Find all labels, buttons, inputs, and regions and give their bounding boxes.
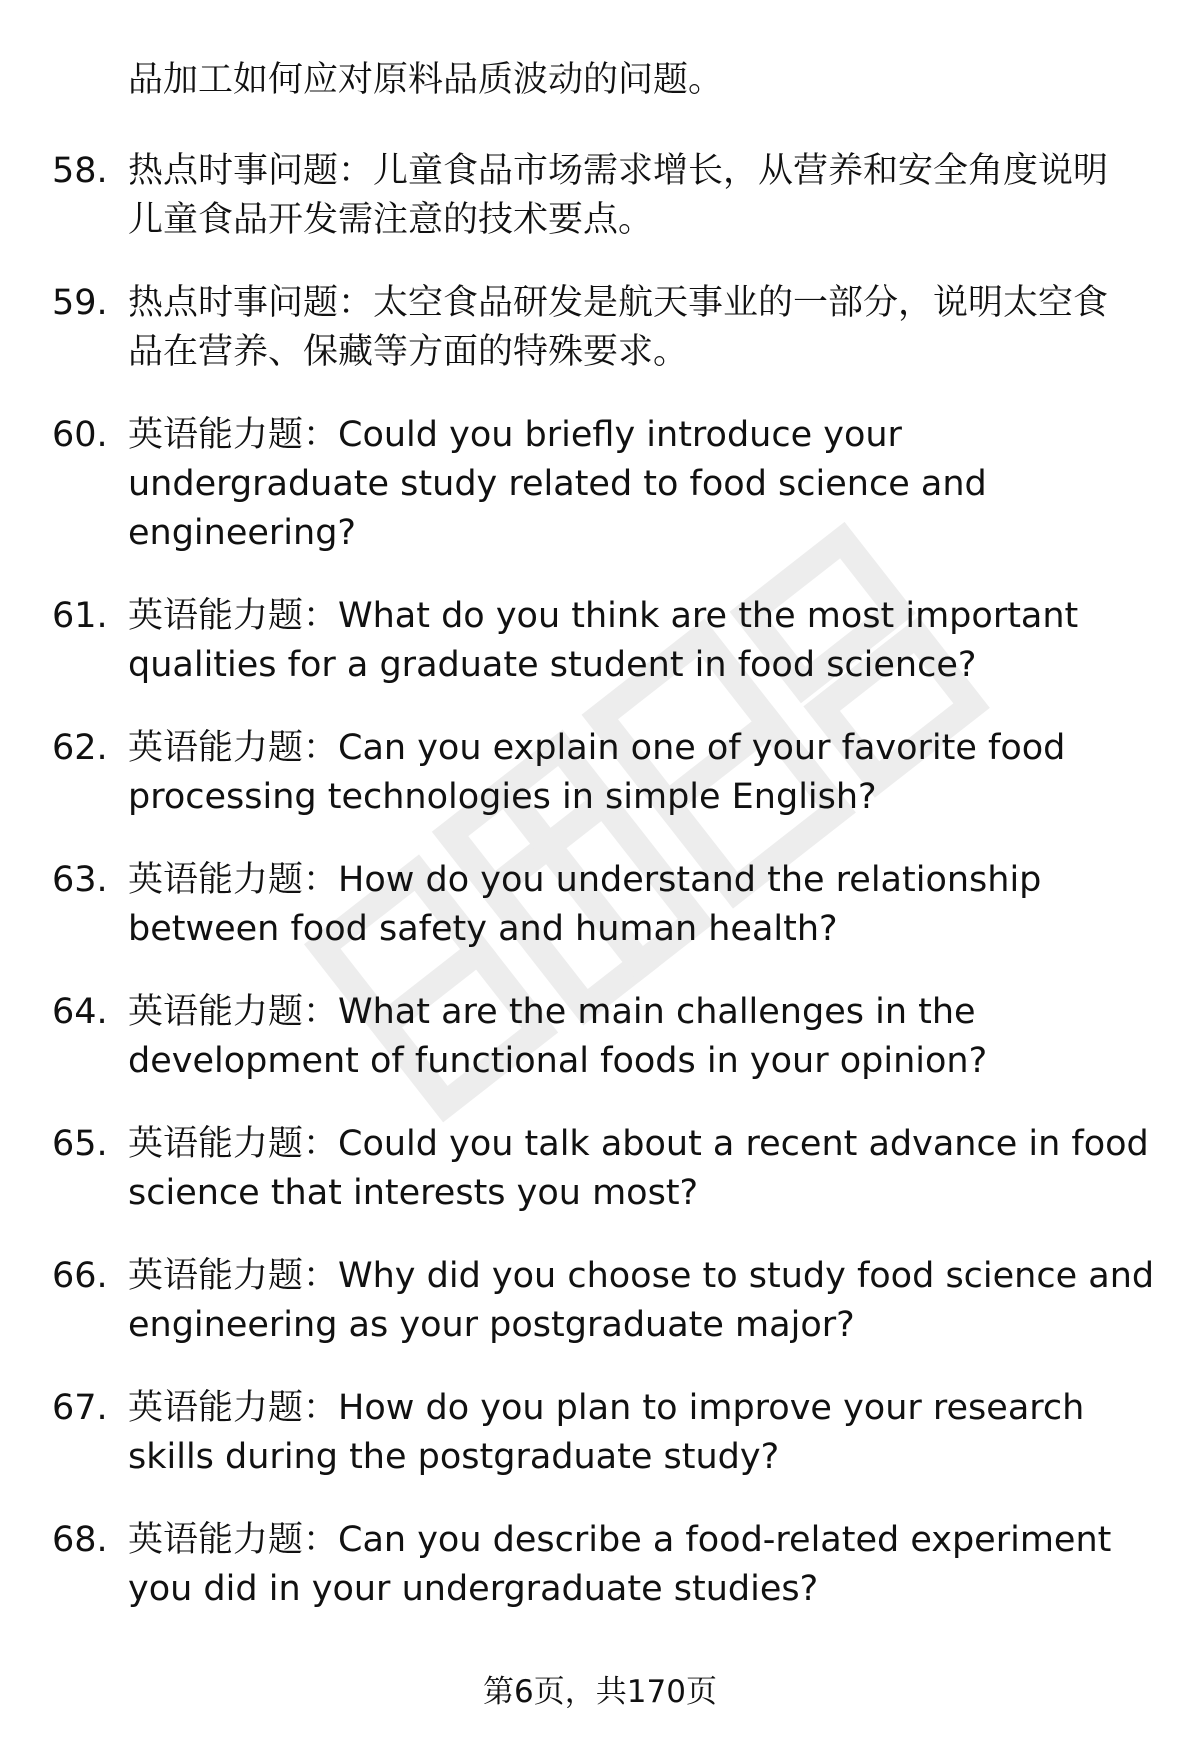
question-line: 英语能力题：Can you explain one of your favorite food — [128, 728, 1066, 768]
question-number: 64. — [52, 992, 108, 1032]
question-number: 67. — [52, 1388, 108, 1428]
question-text — [128, 724, 1173, 822]
question-text — [128, 592, 1173, 690]
question-text — [128, 1516, 1173, 1614]
question-item — [0, 724, 1200, 822]
question-line: 英语能力题：How do you plan to improve your research — [128, 1388, 1085, 1428]
question-list — [0, 56, 1200, 1648]
question-text — [128, 147, 1173, 245]
question-line: 品在营养、保藏等方面的特殊要求。 — [128, 332, 689, 372]
question-text — [128, 1384, 1173, 1482]
question-line: 英语能力题：What do you think are the most important — [128, 596, 1079, 636]
question-line: 英语能力题：How do you understand the relationship — [128, 860, 1042, 900]
continued-text: 品加工如何应对原料品质波动的问题。 — [128, 60, 724, 100]
question-line: 英语能力题：Could you talk about a recent advance in food — [128, 1124, 1149, 1164]
question-number: 58. — [52, 151, 108, 191]
question-line: you did in your undergraduate studies? — [128, 1569, 819, 1609]
question-number: 68. — [52, 1520, 108, 1560]
question-item — [0, 1252, 1200, 1350]
question-text — [128, 856, 1173, 954]
question-text — [128, 988, 1173, 1086]
page-number-footer: 第6页，共170页 — [483, 1674, 717, 1710]
question-number: 61. — [52, 596, 108, 636]
question-item — [0, 856, 1200, 954]
question-line: engineering as your postgraduate major? — [128, 1305, 855, 1345]
question-text — [128, 1252, 1173, 1350]
question-line: 儿童食品开发需注意的技术要点。 — [128, 200, 654, 240]
question-line: 热点时事问题：儿童食品市场需求增长，从营养和安全角度说明 — [128, 151, 1109, 191]
question-text — [128, 1120, 1173, 1218]
question-item — [0, 1120, 1200, 1218]
question-text — [128, 411, 1173, 558]
question-line: between food safety and human health? — [128, 909, 838, 949]
question-line: undergraduate study related to food science and — [128, 464, 987, 504]
question-item — [0, 1384, 1200, 1482]
question-item — [0, 411, 1200, 558]
question-number: 63. — [52, 860, 108, 900]
question-line: processing technologies in simple English? — [128, 777, 877, 817]
question-item — [0, 988, 1200, 1086]
question-line: 英语能力题：Can you describe a food-related experiment — [128, 1520, 1112, 1560]
question-line: qualities for a graduate student in food science? — [128, 645, 977, 685]
question-line: 热点时事问题：太空食品研发是航天事业的一部分，说明太空食 — [128, 283, 1109, 323]
question-number: 66. — [52, 1256, 108, 1296]
question-line: 英语能力题：Why did you choose to study food science and — [128, 1256, 1155, 1296]
question-line: 英语能力题：What are the main challenges in the — [128, 992, 976, 1032]
question-text — [128, 279, 1173, 377]
question-item — [0, 592, 1200, 690]
question-number: 59. — [52, 283, 108, 323]
question-number: 62. — [52, 728, 108, 768]
question-line: skills during the postgraduate study? — [128, 1437, 780, 1477]
question-number: 60. — [52, 415, 108, 455]
question-item — [0, 147, 1200, 245]
question-line: science that interests you most? — [128, 1173, 699, 1213]
question-line: development of functional foods in your opinion? — [128, 1041, 988, 1081]
question-line: 英语能力题：Could you briefly introduce your — [128, 415, 902, 455]
question-line: engineering? — [128, 513, 356, 553]
question-item — [0, 279, 1200, 377]
question-number: 65. — [52, 1124, 108, 1164]
question-item — [0, 1516, 1200, 1614]
